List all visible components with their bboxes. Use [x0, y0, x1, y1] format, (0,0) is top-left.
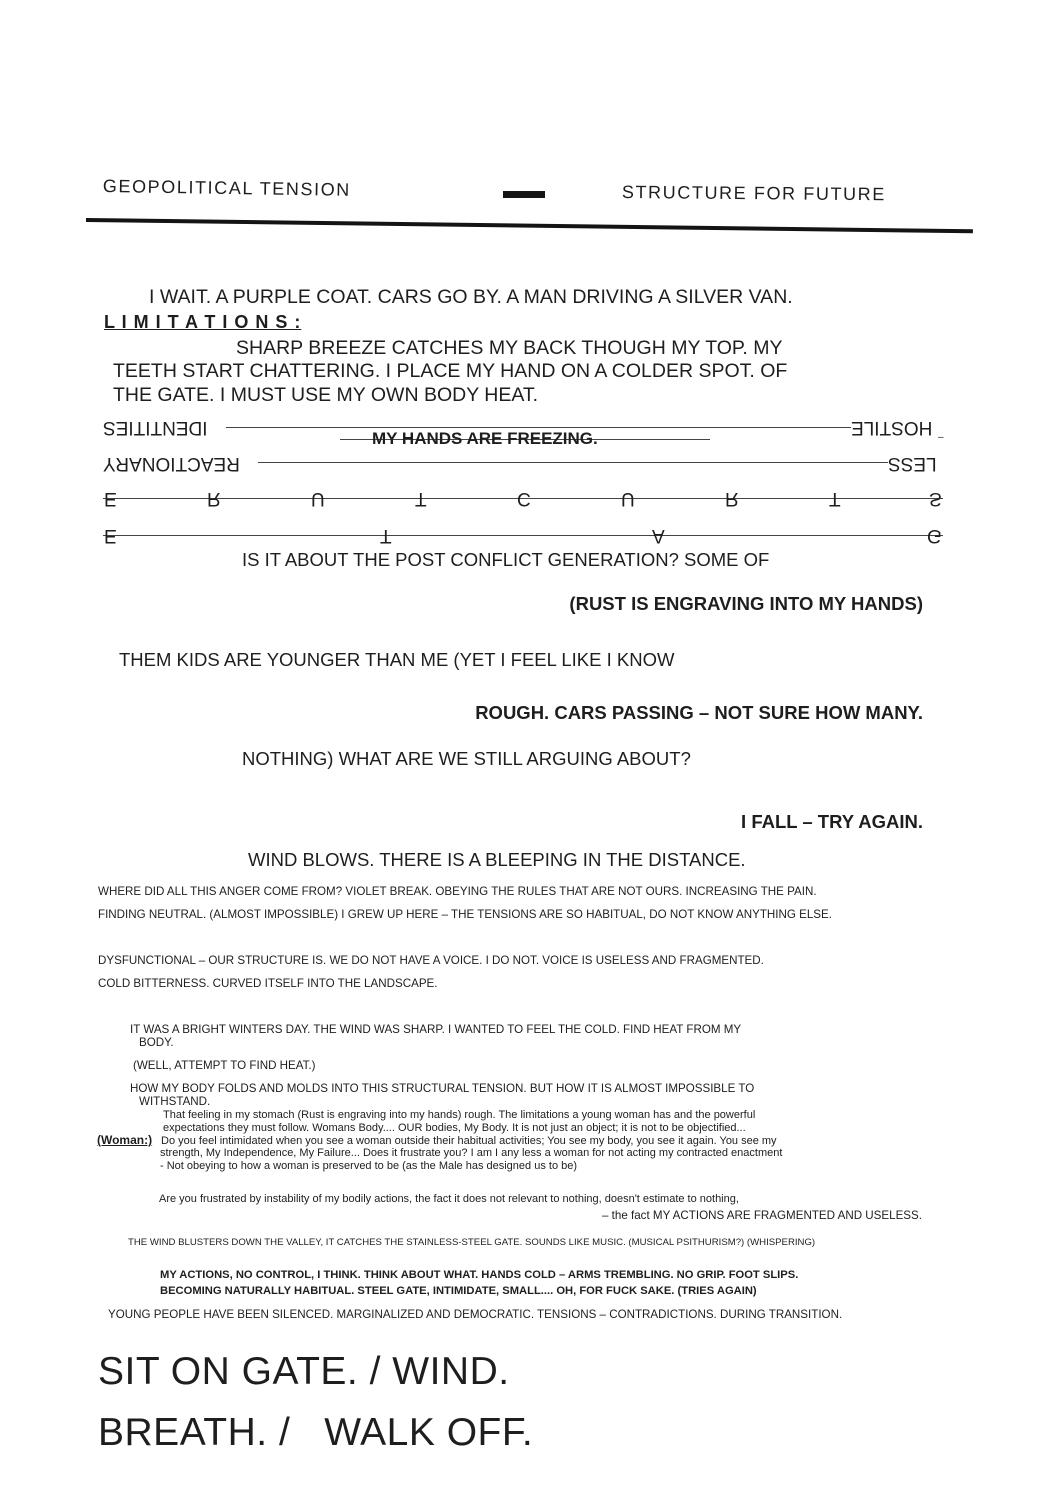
woman-line-4: strength, My Independence, My Failure... Does it frustrate you? I am I any less a woman for not acting my contracted enactment: [160, 1147, 783, 1159]
header-rule: [86, 218, 973, 233]
small-dash: –: [938, 432, 944, 443]
reactionary-word: REACTIONARY: [103, 453, 240, 474]
closing-big-1: SIT ON GATE. / WIND.: [98, 1350, 510, 1393]
flow-line-7: WIND BLOWS. THERE IS A BLEEPING IN THE DISTANCE.: [248, 849, 746, 870]
woman-line-3: Do you feel intimidated when you see a woman outside their habitual activities; You see my body, you see it again. You see my: [161, 1135, 777, 1147]
grid-line-1: [226, 427, 851, 428]
intro-line-3: TEETH START CHATTERING. I PLACE MY HAND ON A COLDER SPOT. OF: [113, 360, 788, 382]
structure-letter: E: [104, 488, 117, 509]
flow-line-6: I FALL – TRY AGAIN.: [741, 811, 923, 832]
intro-line-1: I WAIT. A PURPLE COAT. CARS GO BY. A MAN DRIVING A SILVER VAN.: [149, 286, 793, 308]
identities-word: IDENTITIES: [103, 417, 208, 438]
closing-big-2: BREATH. / WALK OFF.: [98, 1411, 534, 1454]
small-line-5a: IT WAS A BRIGHT WINTERS DAY. THE WIND WAS SHARP. I WANTED TO FEEL THE COLD. FIND HEAT FROM MY: [130, 1023, 742, 1036]
freezing-text: MY HANDS ARE FREEZING.: [372, 429, 598, 448]
structure-letter: T: [829, 488, 841, 509]
small-line-5b: BODY.: [139, 1036, 174, 1049]
gate-letter: A: [652, 525, 665, 546]
hostile-word: HOSTILE: [851, 417, 933, 438]
closing-line-4: YOUNG PEOPLE HAVE BEEN SILENCED. MARGINALIZED AND DEMOCRATIC. TENSIONS – CONTRADICTIONS. DURING TRANSITION.: [108, 1308, 843, 1321]
small-line-6: (WELL, ATTEMPT TO FIND HEAT.): [133, 1059, 316, 1072]
grid-line-2: [258, 462, 888, 463]
structure-letter: S: [929, 488, 942, 509]
structure-letter: R: [725, 488, 739, 509]
structure-letter: C: [517, 488, 531, 509]
small-line-3: DYSFUNCTIONAL – OUR STRUCTURE IS. WE DO NOT HAVE A VOICE. I DO NOT. VOICE IS USELESS AND FRAGMENTED.: [98, 954, 764, 967]
small-line-7a: HOW MY BODY FOLDS AND MOLDS INTO THIS STRUCTURAL TENSION. BUT HOW IT IS ALMOST IMPOSSIBLE TO: [130, 1082, 755, 1095]
closing-line-3: BECOMING NATURALLY HABITUAL. STEEL GATE, INTIMIDATE, SMALL.... OH, FOR FUCK SAKE. (TRIES AGAIN): [160, 1285, 757, 1297]
header-left-title: GEOPOLITICAL TENSION: [102, 176, 352, 200]
flow-line-5: NOTHING) WHAT ARE WE STILL ARGUING ABOUT?: [242, 748, 691, 769]
woman-line-6: Are you frustrated by instability of my bodily actions, the fact it does not relevant to nothing, doesn't estimate to nothing,: [159, 1193, 739, 1205]
flow-line-1: IS IT ABOUT THE POST CONFLICT GENERATION? SOME OF: [242, 549, 770, 570]
woman-line-5: - Not obeying to how a woman is preserved to be (as the Male has designed us to be): [160, 1160, 578, 1172]
header-dash: [503, 191, 545, 198]
closing-line-1: THE WIND BLUSTERS DOWN THE VALLEY, IT CATCHES THE STAINLESS-STEEL GATE. SOUNDS LIKE MUSIC. (MUSICAL PSITHURISM?) (WHISPERING): [128, 1237, 816, 1248]
woman-line-1: That feeling in my stomach (Rust is engraving into my hands) rough. The limitations a young woman has and the powerful: [163, 1109, 756, 1121]
woman-label: (Woman:): [97, 1133, 153, 1147]
structure-letter: U: [621, 488, 635, 509]
small-line-1: WHERE DID ALL THIS ANGER COME FROM? VIOLET BREAK. OBEYING THE RULES THAT ARE NOT OURS. INCREASING THE PAIN.: [98, 885, 817, 898]
limitations-heading: L I M I T A T I O N S :: [104, 312, 302, 332]
gate-letter: G: [927, 525, 942, 546]
small-line-4: COLD BITTERNESS. CURVED ITSELF INTO THE LANDSCAPE.: [98, 977, 438, 990]
structure-letter: U: [311, 488, 325, 509]
header-right-title: STRUCTURE FOR FUTURE: [621, 182, 886, 205]
grid-line-4: [103, 535, 943, 536]
gate-letter: T: [380, 525, 392, 546]
intro-line-2: SHARP BREEZE CATCHES MY BACK THOUGH MY TOP. MY: [236, 337, 783, 359]
intro-line-4: THE GATE. I MUST USE MY OWN BODY HEAT.: [113, 384, 539, 406]
woman-line-7: – the fact MY ACTIONS ARE FRAGMENTED AND USELESS.: [602, 1209, 922, 1222]
small-line-7b: WITHSTAND.: [139, 1095, 211, 1108]
structure-letter: T: [415, 488, 427, 509]
less-word: LESS: [888, 453, 937, 474]
flow-line-4: ROUGH. CARS PASSING – NOT SURE HOW MANY.: [475, 702, 923, 723]
small-line-2: FINDING NEUTRAL. (ALMOST IMPOSSIBLE) I GREW UP HERE – THE TENSIONS ARE SO HABITUAL, DO NOT KNOW ANYTHING ELSE.: [98, 908, 832, 921]
structure-letter: R: [207, 488, 221, 509]
gate-letter: E: [104, 525, 117, 546]
woman-line-2: expectations they must follow. Womans Body.... OUR bodies, My Body. It is not just an object; it is not to be objectified...: [163, 1122, 746, 1134]
closing-line-2: MY ACTIONS, NO CONTROL, I THINK. THINK ABOUT WHAT. HANDS COLD – ARMS TREMBLING. NO GRIP. FOOT SLIPS.: [160, 1269, 799, 1281]
flow-line-2: (RUST IS ENGRAVING INTO MY HANDS): [569, 593, 923, 614]
flow-line-3: THEM KIDS ARE YOUNGER THAN ME (YET I FEEL LIKE I KNOW: [119, 649, 675, 670]
